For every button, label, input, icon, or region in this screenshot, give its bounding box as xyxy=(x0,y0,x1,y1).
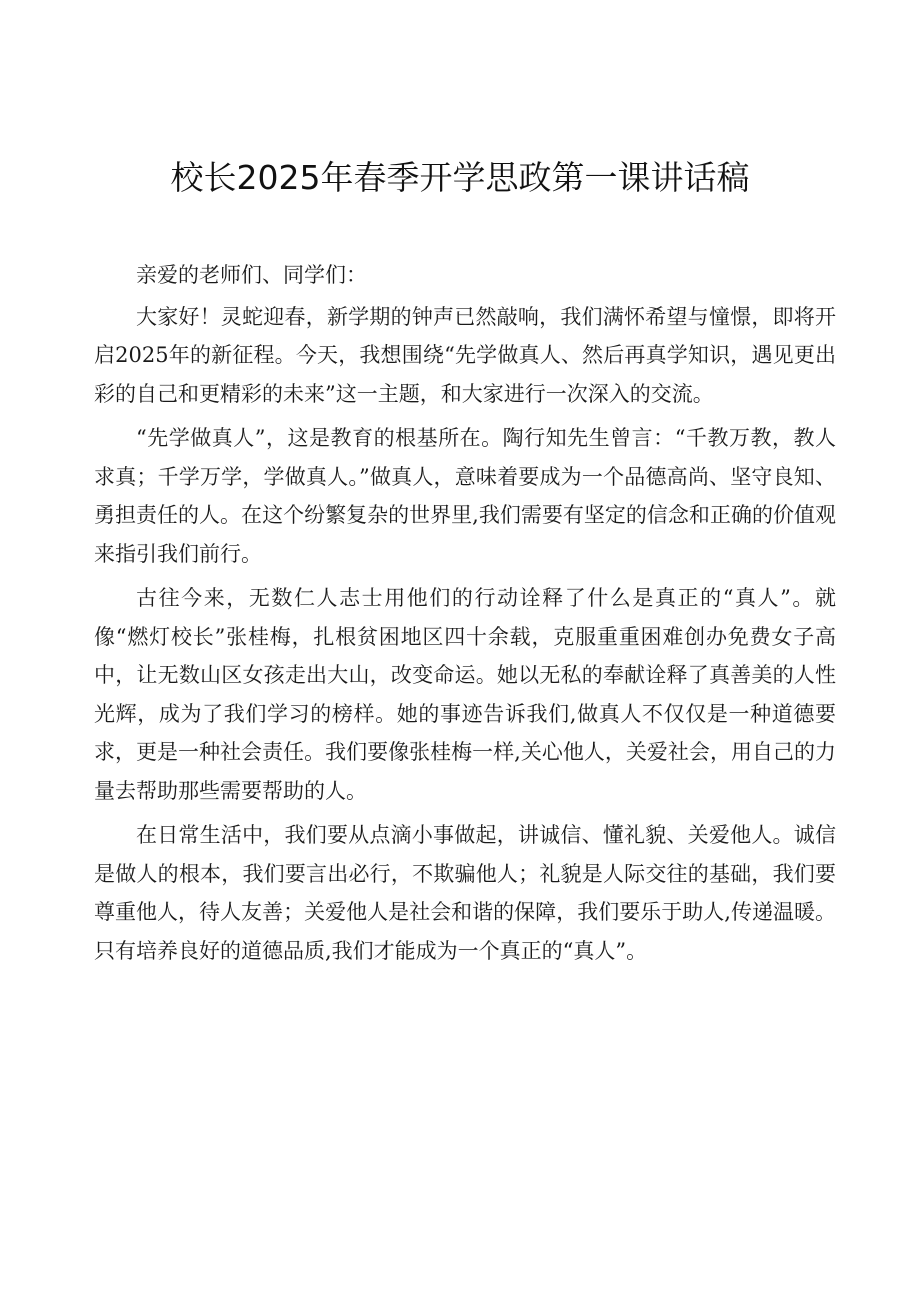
document-title: 校长2025年春季开学思政第一课讲话稿 xyxy=(170,158,750,197)
body-paragraph: 在日常生活中，我们要从点滴小事做起，讲诚信、懂礼貌、关爱他人。诚信是做人的根本，我们要言出必行，不欺骗他人；礼貌是人际交往的基础，我们要尊重他人，待人友善；关爱他人是社会和谐的保障，我们要乐于助人,传递温暖。只有培养良好的道德品质,我们才能成为一个真正的“真人”。 xyxy=(94,823,836,963)
body-paragraph: “先学做真人”，这是教育的根基所在。陶行知先生曾言：“千教万教，教人求真；千学万学，学做真人。”做真人，意味着要成为一个品德高尚、坚守良知、勇担责任的人。在这个纷繁复杂的世界里,我们需要有坚定的信念和正确的价值观来指引我们前行。 xyxy=(94,426,836,566)
document-body xyxy=(94,256,836,970)
body-paragraph: 古往今来，无数仁人志士用他们的行动诠释了什么是真正的“真人”。就像“燃灯校长”张桂梅，扎根贫困地区四十余载，克服重重困难创办免费女子高中，让无数山区女孩走出大山，改变命运。她以无私的奉献诠释了真善美的人性光辉，成为了我们学习的榜样。她的事迹告诉我们,做真人不仅仅是一种道德要求，更是一种社会责任。我们要像张桂梅一样,关心他人，关爱社会，用自己的力量去帮助那些需要帮助的人。 xyxy=(94,586,836,803)
body-paragraph: 大家好！灵蛇迎春，新学期的钟声已然敲响，我们满怀希望与憧憬，即将开启2025年的新征程。今天，我想围绕“先学做真人、然后再真学知识，遇见更出彩的自己和更精彩的未来”这一主题，和大家进行一次深入的交流。 xyxy=(94,304,836,406)
salutation-paragraph: 亲爱的老师们、同学们： xyxy=(136,263,367,287)
